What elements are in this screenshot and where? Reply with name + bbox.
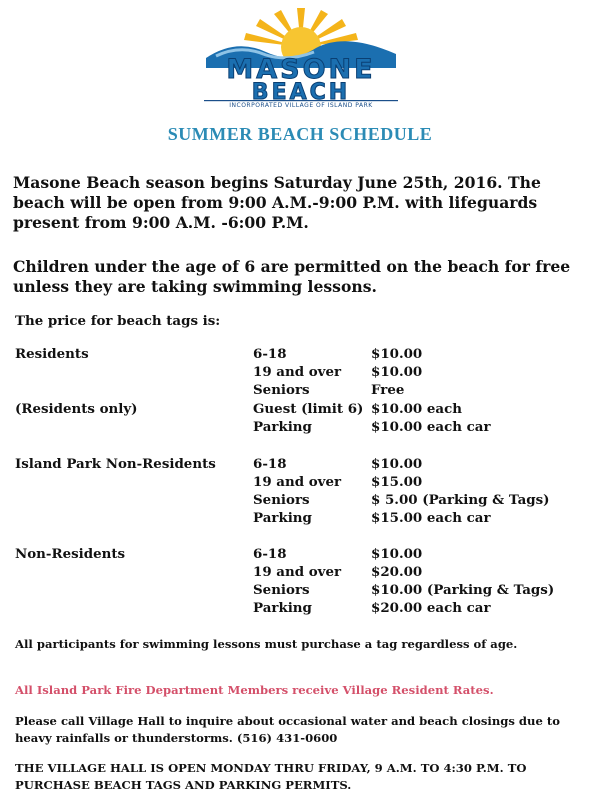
page-title: SUMMER BEACH SCHEDULE — [167, 124, 433, 144]
rate-row — [15, 546, 595, 564]
rate-group: (Residents only) — [15, 401, 138, 417]
rate-price: $15.00 each car — [371, 510, 491, 526]
rate-price: $10.00 each car — [371, 419, 491, 435]
rate-category: 19 and over — [253, 564, 342, 580]
rate-row — [15, 474, 595, 492]
logo-subtitle: INCORPORATED VILLAGE OF ISLAND PARK — [229, 102, 373, 109]
rate-row — [15, 382, 595, 400]
rate-price: $10.00 — [371, 346, 423, 362]
masone-beach-logo — [196, 2, 406, 112]
rate-row — [15, 510, 595, 528]
rate-category: Parking — [253, 419, 312, 435]
children-note: Children under the age of 6 are permitted on the beach for free unless they are taking swimming lessons. — [13, 257, 571, 296]
lessons-note: All participants for swimming lessons must purchase a tag regardless of age. — [15, 637, 518, 651]
rate-row — [15, 401, 595, 419]
rate-price: $ 5.00 (Parking & Tags) — [371, 492, 550, 508]
rate-category: Seniors — [253, 492, 310, 508]
rate-category: 19 and over — [253, 474, 342, 490]
rate-category: 6-18 — [253, 346, 287, 362]
rate-price: $10.00 — [371, 364, 423, 380]
logo-line-2: BEACH — [251, 80, 351, 105]
rate-price: $20.00 each car — [371, 600, 491, 616]
season-intro: Masone Beach season begins Saturday June 25th, 2016. The beach will be open from 9:00 A.M.-9:00 P.M. with lifeguards present from 9:00 A.M. -6:00 P.M. — [13, 173, 541, 232]
rate-row — [15, 492, 595, 510]
fire-department-note: All Island Park Fire Department Members receive Village Resident Rates. — [15, 683, 494, 697]
rate-category: 19 and over — [253, 364, 342, 380]
rate-price: $15.00 — [371, 474, 423, 490]
rate-price: $10.00 (Parking & Tags) — [371, 582, 555, 598]
rate-row — [15, 346, 595, 364]
rate-row — [15, 600, 595, 618]
rate-group: Island Park Non-Residents — [15, 456, 216, 472]
rate-category: Guest (limit 6) — [253, 401, 364, 417]
rate-price: $10.00 — [371, 546, 423, 562]
rate-price: $10.00 each — [371, 401, 462, 417]
rate-row — [15, 419, 595, 437]
rate-category: Parking — [253, 600, 312, 616]
rate-row — [15, 364, 595, 382]
rate-group: Non-Residents — [15, 546, 126, 562]
rate-row — [15, 564, 595, 582]
rate-price: $20.00 — [371, 564, 423, 580]
closings-note: Please call Village Hall to inquire about occasional water and beach closings due to heavy rainfalls or thunderstorms. (516) 431-0600 — [15, 714, 560, 745]
price-heading: The price for beach tags is: — [15, 313, 221, 329]
village-hall-hours: THE VILLAGE HALL IS OPEN MONDAY THRU FRIDAY, 9 A.M. TO 4:30 P.M. TO PURCHASE BEACH TAGS AND PARKING PERMITS. — [15, 761, 527, 792]
rate-group: Residents — [15, 346, 89, 362]
rate-row — [15, 582, 595, 600]
rate-category: Seniors — [253, 582, 310, 598]
rate-price: Free — [371, 382, 405, 398]
rate-category: Parking — [253, 510, 312, 526]
rate-row — [15, 456, 595, 474]
rate-category: 6-18 — [253, 456, 287, 472]
rate-price: $10.00 — [371, 456, 423, 472]
logo-line-1: MASONE — [226, 54, 376, 85]
rate-category: Seniors — [253, 382, 310, 398]
rate-category: 6-18 — [253, 546, 287, 562]
